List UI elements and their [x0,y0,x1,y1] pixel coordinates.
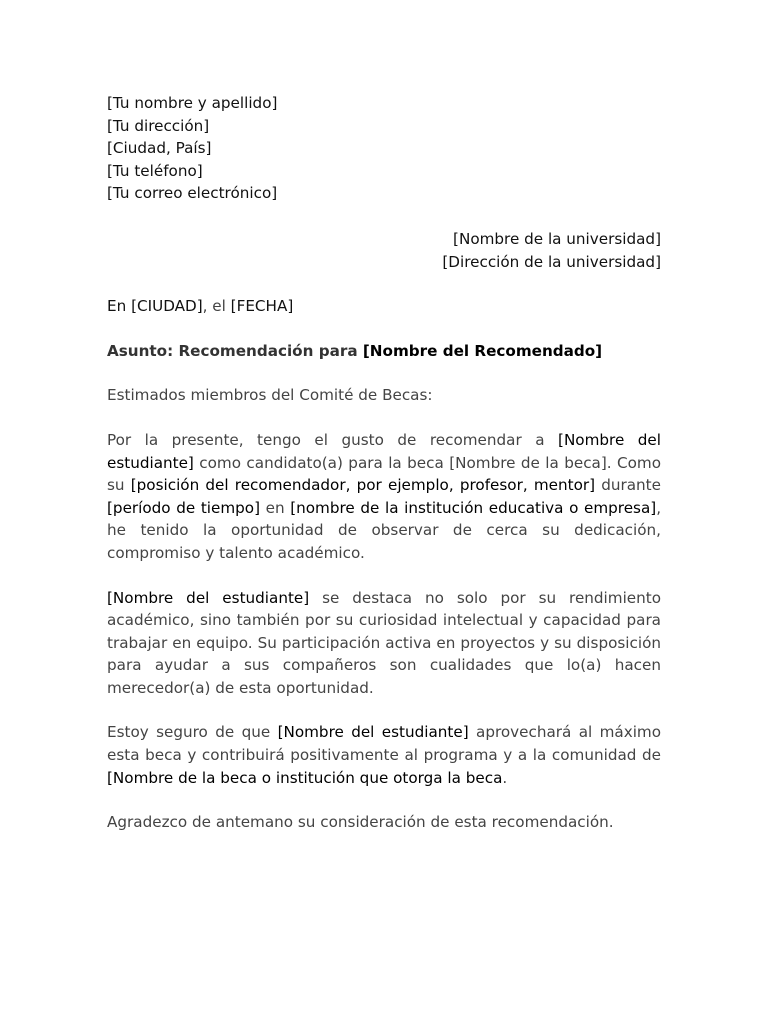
p2-student-name: [Nombre del estudiante] [107,588,310,607]
p3-text-2: aprovechará al máximo esta beca y contribuirá positivamente al programa y a la comunidad de [107,723,661,765]
date-line [107,295,661,318]
sender-phone: [Tu teléfono] [107,161,203,180]
p1-time-period: [período de tiempo] [107,498,260,517]
subject-line [107,340,661,363]
p3-text-3: . [502,768,508,787]
sender-block [107,92,661,205]
subject-name: [Nombre del Recomendado] [362,341,603,360]
p1-text-3: durante [595,476,661,495]
p1-text-4: en [260,498,291,517]
p1-institution: [nombre de la institución educativa o empresa] [290,498,657,517]
date-prefix: En [107,297,132,316]
sender-email: [Tu correo electrónico] [107,184,278,203]
sender-name: [Tu nombre y apellido] [107,94,278,112]
paragraph-2 [107,587,661,700]
date-city: [CIUDAD] [131,297,203,316]
p2-text-1: se destaca no solo por su rendimiento académico, sino también por su curiosidad intelectual y capacidad para trabajar en equipo. Su participación activa en proyectos y su disposición para ayudar a sus compañeros son cualidades que lo(a) hacen merecedor(a) de esta oportunidad. [107,588,662,697]
date-middle: , el [202,297,231,316]
p3-scholarship-institution: [Nombre de la beca o institución que otorga la beca [107,768,503,787]
subject-label: Asunto: Recomendación para [107,341,363,360]
recipient-block [107,228,661,273]
p1-text-5: , he tenido la oportunidad de observar de cerca su dedicación, compromiso y talento académico. [107,498,662,562]
paragraph-3 [107,721,661,789]
p1-student-name: [Nombre del estudiante] [107,430,661,472]
paragraph-1 [107,429,661,565]
greeting: Estimados miembros del Comité de Becas: [107,386,433,405]
letter-page [107,92,661,834]
p1-recommender-position: [posición del recomendador, por ejemplo, profesor, mentor] [130,476,596,495]
sender-address: [Tu dirección] [107,116,210,135]
recipient-university-address: [Dirección de la universidad] [442,252,661,271]
p1-text-2: como candidato(a) para la beca [Nombre de la beca]. Como su [107,453,661,495]
p3-student-name: [Nombre del estudiante] [277,723,469,742]
date-value: [FECHA] [230,297,294,316]
p3-text-1: Estoy seguro de que [107,723,278,742]
p1-text-1: Por la presente, tengo el gusto de recomendar a [107,430,559,449]
closing-line: Agradezco de antemano su consideración de esta recomendación. [107,813,614,832]
sender-city-country: [Ciudad, País] [107,139,212,158]
recipient-university-name: [Nombre de la universidad] [453,229,661,248]
